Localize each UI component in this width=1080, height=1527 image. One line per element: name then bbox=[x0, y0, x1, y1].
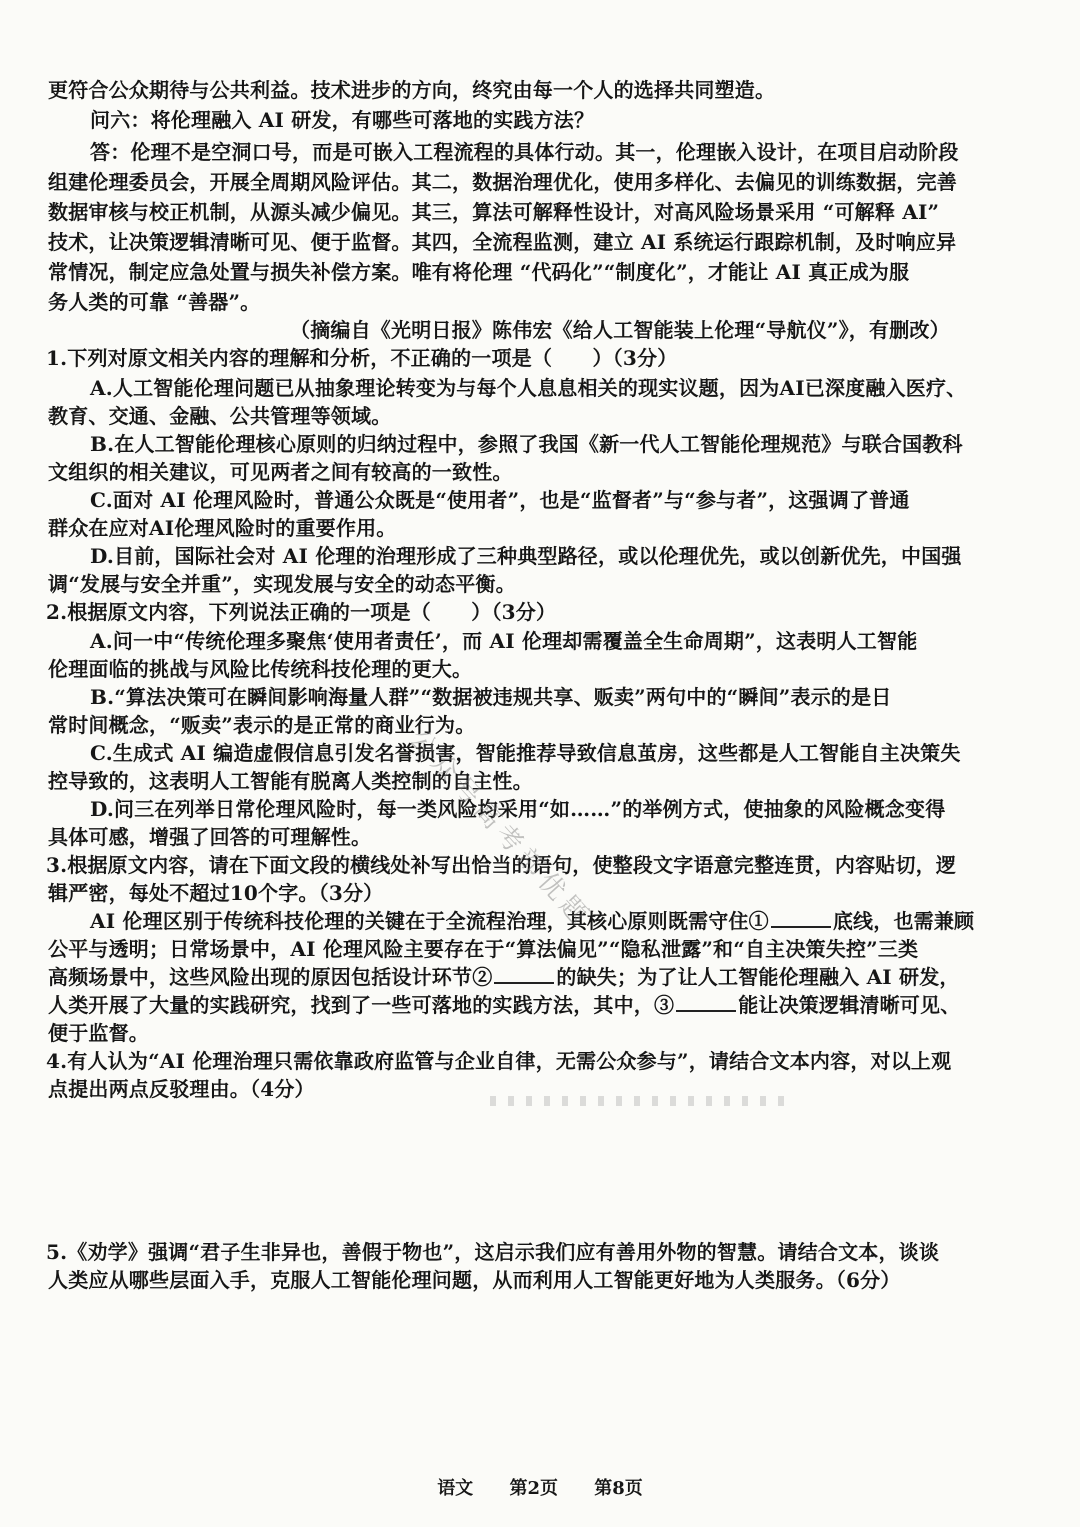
option-a: A.问一中“传统伦理多聚焦‘使用者责任’，而 AI 伦理却需覆盖全生命周期”，这表明人工智能 bbox=[90, 629, 918, 653]
text-line: 具体可感，增强了回答的可理解性。 bbox=[48, 825, 372, 849]
text-segment: AI 伦理区别于传统科技伦理的关键在于全流程治理，其核心原则既需守住① bbox=[90, 909, 769, 933]
option-a: A.人工智能伦理问题已从抽象理论转变为与每个人息息相关的现实议题，因为AI已深度融入医疗、 bbox=[90, 376, 967, 400]
text-segment: 的缺失；为了让人工智能伦理融入 AI 研发， bbox=[556, 965, 960, 989]
option-b: B.“算法决策可在瞬间影响海量人群”“数据被违规共享、贩卖”两句中的“瞬间”表示的是日 bbox=[90, 685, 892, 709]
text-line: 组建伦理委员会，开展全周期风险评估。其二，数据治理优化，使用多样化、去偏见的训练数据，完善 bbox=[48, 170, 957, 194]
text-line: 群众在应对AI伦理风险时的重要作用。 bbox=[48, 516, 397, 540]
footer-page: 第2页 bbox=[509, 1478, 558, 1499]
scan-smudge bbox=[490, 1096, 790, 1106]
fill-paragraph-line: 便于监督。 bbox=[48, 1021, 149, 1045]
text-line: 伦理面临的挑战与风险比传统科技伦理的更大。 bbox=[48, 657, 473, 681]
fill-paragraph-line: 公平与透明；日常场景中，AI 伦理风险主要存在于“算法偏见”“隐私泄露”和“自主决策失控”三类 bbox=[48, 937, 919, 961]
question-1: 1.下列对原文相关内容的理解和分析，不正确的一项是（ ）（3分） bbox=[46, 346, 678, 370]
text-line: 文组织的相关建议，可见两者之间有较高的一致性。 bbox=[48, 460, 513, 484]
text-line: 人类应从哪些层面入手，克服人工智能伦理问题，从而利用人工智能更好地为人类服务。（6分） bbox=[48, 1268, 901, 1292]
text-line: 常时间概念，“贩卖”表示的是正常的商业行为。 bbox=[48, 713, 476, 737]
option-c: C.生成式 AI 编造虚假信息引发名誉损害，智能推荐导致信息茧房，这些都是人工智能自主决策失 bbox=[90, 741, 961, 765]
text-segment: 能让决策逻辑清晰可见、 bbox=[738, 993, 961, 1017]
text-line: 辑严密，每处不超过10个字。（3分） bbox=[48, 881, 384, 905]
question-4: 4.有人认为“AI 伦理治理只需依靠政府监管与企业自律，无需公众参与”，请结合文本内容，对以上观 bbox=[46, 1049, 952, 1073]
text-line: 控导致的，这表明人工智能有脱离人类控制的自主性。 bbox=[48, 769, 533, 793]
text-segment: 人类开展了大量的实践研究，找到了一些可落地的实践方法，其中，③ bbox=[48, 993, 675, 1017]
text-line: 点提出两点反驳理由。（4分） bbox=[48, 1077, 315, 1101]
text-line: 答：伦理不是空洞口号，而是可嵌入工程流程的具体行动。其一，伦理嵌入设计，在项目启动阶段 bbox=[90, 140, 959, 164]
answer-blank-1[interactable] bbox=[771, 908, 831, 928]
text-line: 数据审核与校正机制，从源头减少偏见。其三，算法可解释性设计，对高风险场景采用 “可解释 AI” bbox=[48, 200, 940, 224]
question-six-heading: 问六：将伦理融入 AI 研发，有哪些可落地的实践方法？ bbox=[90, 108, 595, 132]
text-segment: 底线，也需兼顾 bbox=[832, 909, 975, 933]
option-c: C.面对 AI 伦理风险时，普通公众既是“使用者”，也是“监督者”与“参与者”，这强调了普通 bbox=[90, 488, 910, 512]
text-line: 教育、交通、金融、公共管理等领域。 bbox=[48, 404, 392, 428]
question-2: 2.根据原文内容，下列说法正确的一项是（ ）（3分） bbox=[46, 600, 557, 624]
text-segment: 高频场景中，这些风险出现的原因包括设计环节② bbox=[48, 965, 493, 989]
text-line: 更符合公众期待与公共利益。技术进步的方向，终究由每一个人的选择共同塑造。 bbox=[48, 78, 776, 102]
text-line: 常情况，制定应急处置与损失补偿方案。唯有将伦理 “代码化”“制度化”，才能让 AI 真正成为服 bbox=[48, 260, 910, 284]
fill-paragraph-line bbox=[48, 991, 1038, 1019]
footer-subject: 语文 bbox=[437, 1478, 474, 1499]
question-3: 3.根据原文内容，请在下面文段的横线处补写出恰当的语句，使整段文字语意完整连贯，内容贴切，逻 bbox=[46, 853, 957, 877]
answer-blank-2[interactable] bbox=[494, 964, 554, 984]
watermark: 公众号高考部优题 bbox=[403, 724, 597, 935]
text-line: 调“发展与安全并重”，实现发展与安全的动态平衡。 bbox=[48, 572, 516, 596]
option-d: D.问三在列举日常伦理风险时，每一类风险均采用“如……”的举例方式，使抽象的风险概念变得 bbox=[90, 797, 946, 821]
question-5: 5.《劝学》强调“君子生非异也，善假于物也”，这启示我们应有善用外物的智慧。请结合文本，谈谈 bbox=[46, 1240, 940, 1264]
option-b: B.在人工智能伦理核心原则的归纳过程中，参照了我国《新一代人工智能伦理规范》与联合国教科 bbox=[90, 432, 963, 456]
text-line: 技术，让决策逻辑清晰可见、便于监督。其四，全流程监测，建立 AI 系统运行跟踪机制，及时响应异 bbox=[48, 230, 957, 254]
answer-blank-3[interactable] bbox=[676, 992, 736, 1012]
text-line: 务人类的可靠 “善器”。 bbox=[48, 290, 261, 314]
option-d: D.目前，国际社会对 AI 伦理的治理形成了三种典型路径，或以伦理优先，或以创新优先，中国强 bbox=[90, 544, 962, 568]
source-citation: （摘编自《光明日报》陈伟宏《给人工智能装上伦理“导航仪”》，有删改） bbox=[290, 318, 950, 342]
page-footer bbox=[0, 1474, 1080, 1500]
fill-paragraph-line bbox=[48, 963, 1038, 991]
footer-total: 第8页 bbox=[594, 1478, 643, 1499]
